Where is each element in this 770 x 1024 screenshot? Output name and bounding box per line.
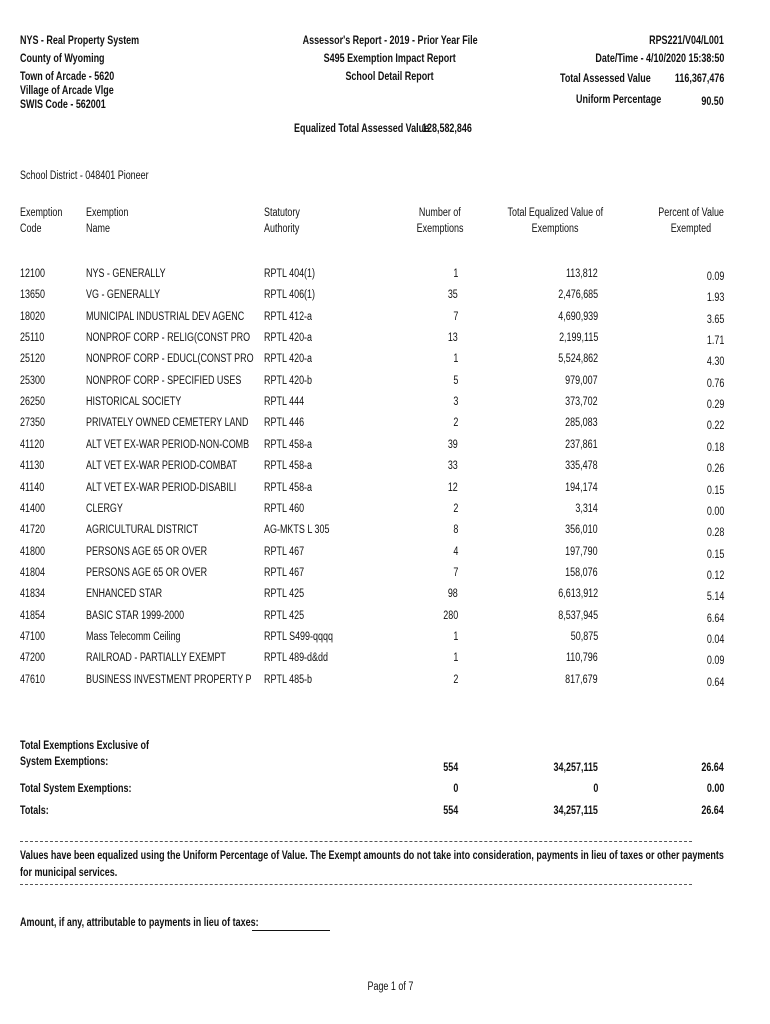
exemption-count: 7: [453, 566, 458, 579]
exemption-code: 47610: [20, 673, 45, 686]
uniform-pct-value: 90.50: [701, 96, 724, 108]
exemption-count: 2: [453, 417, 458, 430]
exemption-code: 18020: [20, 310, 45, 323]
col-header-value: Total Equalized Value of Exemptions: [507, 207, 603, 235]
equalized-value: 113,812: [566, 268, 598, 280]
table-row: [0, 332, 770, 353]
totals-label: Totals:: [20, 805, 49, 817]
percent-exempted: 0.64: [706, 676, 724, 689]
equalized-value: 50,875: [570, 630, 598, 643]
table-row: [0, 417, 770, 438]
table-row: [0, 375, 770, 396]
report-type: School Detail Report: [345, 71, 435, 83]
percent-exempted: 0.09: [706, 655, 724, 668]
exemption-count: 5: [453, 374, 458, 387]
percent-exempted: 0.26: [706, 463, 724, 476]
table-row: [0, 588, 770, 609]
table-row: [0, 460, 770, 481]
percent-exempted: 0.15: [706, 548, 724, 561]
note-bottom-rule: [20, 884, 692, 885]
percent-exempted: 5.14: [706, 591, 724, 604]
col-header-number: Number of Exemptions: [416, 207, 464, 235]
table-row: [0, 652, 770, 673]
equalized-value: 6,613,912: [558, 588, 598, 601]
table-row: [0, 674, 770, 695]
exemption-code: 41854: [20, 609, 45, 622]
report-title: Assessor's Report - 2019 - Prior Year File: [302, 35, 478, 47]
exemption-count: 2: [453, 673, 458, 686]
exemption-code: 25120: [20, 353, 45, 366]
total-assessed-value: 116,367,476: [674, 73, 724, 85]
exemption-name: NONPROF CORP - EDUCL(CONST PRO: [86, 353, 254, 366]
pilot-label: Amount, if any, attributable to payments in lieu of taxes:: [20, 917, 259, 929]
exemption-code: 27350: [20, 417, 45, 430]
exemption-code: 25110: [20, 332, 45, 345]
equalized-value: 110,796: [566, 652, 598, 665]
exemption-name: Mass Telecomm Ceiling: [86, 630, 181, 643]
table-row: [0, 353, 770, 374]
table-row: [0, 311, 770, 332]
equalized-value: 373,702: [565, 396, 598, 409]
equalized-value: 8,537,945: [558, 609, 598, 622]
report-datetime: Date/Time - 4/10/2020 15:38:50: [595, 53, 724, 65]
exemption-name: HISTORICAL SOCIETY: [86, 396, 182, 409]
exemption-code: 25300: [20, 374, 45, 387]
exemption-code: 26250: [20, 396, 45, 409]
header-center: [250, 32, 530, 86]
exemption-name: ENHANCED STAR: [86, 588, 163, 601]
village-name: Village of Arcade Vlge: [20, 85, 114, 97]
note-top-rule: [20, 841, 692, 842]
total-exclusive-percent: 26.64: [701, 762, 724, 774]
total-system-value: 0: [593, 783, 598, 795]
equalized-value: 237,861: [565, 438, 598, 451]
exemption-count: 1: [453, 652, 458, 665]
exemption-count: 12: [448, 481, 458, 494]
exemption-name: PERSONS AGE 65 OR OVER: [86, 545, 208, 558]
table-row: [0, 268, 770, 289]
statutory-authority: RPTL 485-b: [264, 673, 313, 686]
exemption-count: 1: [453, 353, 458, 366]
equalized-value: 5,524,862: [558, 353, 598, 366]
table-row: [0, 396, 770, 417]
percent-exempted: 0.76: [706, 377, 724, 390]
col-header-percent: Percent of Value Exempted: [658, 207, 724, 235]
county-name: County of Wyoming: [20, 53, 105, 65]
exemption-code: 41400: [20, 502, 45, 515]
exemption-name: CLERGY: [86, 502, 123, 515]
percent-exempted: 1.93: [706, 292, 724, 305]
statutory-authority: RPTL 404(1): [264, 268, 316, 280]
equalized-value: 197,790: [565, 545, 598, 558]
exemption-code: 47200: [20, 652, 45, 665]
equalization-note: Values have been equalized using the Uniform Percentage of Value. The Exempt amounts do not take into consideration, payments in lieu of taxes or other payments for municipal services.: [20, 850, 724, 879]
table-row: [0, 546, 770, 567]
exemption-name: ALT VET EX-WAR PERIOD-COMBAT: [86, 460, 238, 473]
percent-exempted: 6.64: [706, 612, 724, 625]
exemption-name: NONPROF CORP - SPECIFIED USES: [86, 374, 242, 387]
exemption-code: 41720: [20, 524, 45, 537]
table-row: [0, 482, 770, 503]
exemption-code: 41834: [20, 588, 45, 601]
exemption-name: BASIC STAR 1999-2000: [86, 609, 185, 622]
percent-exempted: 0.29: [706, 399, 724, 412]
total-system-percent: 0.00: [706, 783, 724, 795]
exemption-count: 2: [453, 502, 458, 515]
statutory-authority: RPTL 458-a: [264, 481, 313, 494]
statutory-authority: RPTL 420-b: [264, 374, 313, 387]
exemption-count: 13: [448, 332, 458, 345]
table-row: [0, 503, 770, 524]
percent-exempted: 0.12: [706, 569, 724, 582]
statutory-authority: RPTL 420-a: [264, 353, 313, 366]
equalized-value: 335,478: [565, 460, 598, 473]
system-name: NYS - Real Property System: [20, 35, 140, 47]
total-system-number: 0: [453, 783, 458, 795]
exemption-name: BUSINESS INVESTMENT PROPERTY P: [86, 673, 252, 686]
exemption-count: 33: [448, 460, 458, 473]
equalized-value: 128,582,846: [422, 123, 472, 135]
exemption-count: 7: [453, 310, 458, 323]
statutory-authority: RPTL 425: [264, 588, 305, 601]
exemption-count: 1: [453, 630, 458, 643]
col-header-code: Exemption Code: [20, 207, 63, 235]
exemption-count: 39: [448, 438, 458, 451]
exemption-name: NONPROF CORP - RELIG(CONST PRO: [86, 332, 251, 345]
table-row: [0, 289, 770, 310]
total-system-label: Total System Exemptions:: [20, 783, 132, 795]
percent-exempted: 0.28: [706, 527, 724, 540]
equalized-value: 2,476,685: [558, 289, 598, 302]
exemption-name: PRIVATELY OWNED CEMETERY LAND: [86, 417, 249, 430]
equalized-label: Equalized Total Assessed Value: [294, 123, 430, 135]
col-header-name: Exemption Name: [86, 207, 129, 235]
equalized-value: 3,314: [575, 502, 598, 515]
table-row: [0, 439, 770, 460]
percent-exempted: 3.65: [706, 313, 724, 326]
table-row: [0, 567, 770, 588]
statutory-authority: RPTL 425: [264, 609, 305, 622]
report-subtitle: S495 Exemption Impact Report: [323, 53, 457, 65]
percent-exempted: 0.09: [706, 271, 724, 283]
statutory-authority: RPTL S499-qqqq: [264, 630, 333, 643]
exemption-code: 12100: [20, 268, 45, 280]
exemption-name: NYS - GENERALLY: [86, 268, 166, 280]
total-exclusive-label: Total Exemptions Exclusive of System Exemptions:: [20, 740, 149, 768]
report-id: RPS221/V04/L001: [649, 35, 724, 47]
percent-exempted: 0.18: [706, 441, 724, 454]
exemption-code: 41120: [20, 438, 45, 451]
equalized-value: 817,679: [565, 673, 598, 686]
exemption-name: AGRICULTURAL DISTRICT: [86, 524, 199, 537]
statutory-authority: AG-MKTS L 305: [264, 524, 330, 537]
header-left: [20, 32, 173, 114]
exemption-code: 47100: [20, 630, 45, 643]
statutory-authority: RPTL 460: [264, 502, 305, 515]
statutory-authority: RPTL 458-a: [264, 438, 313, 451]
pilot-amount-blank: [252, 930, 330, 931]
statutory-authority: RPTL 406(1): [264, 289, 316, 302]
totals-value: 34,257,115: [553, 805, 598, 817]
totals-number: 554: [443, 805, 458, 817]
statutory-authority: RPTL 420-a: [264, 332, 313, 345]
statutory-authority: RPTL 458-a: [264, 460, 313, 473]
exemption-count: 4: [453, 545, 458, 558]
equalized-value: 194,174: [565, 481, 598, 494]
exemption-code: 41804: [20, 566, 45, 579]
statutory-authority: RPTL 489-d&dd: [264, 652, 328, 665]
statutory-authority: RPTL 467: [264, 566, 305, 579]
swis-code: SWIS Code - 562001: [20, 99, 106, 111]
percent-exempted: 0.22: [706, 420, 724, 433]
town-name: Town of Arcade - 5620: [20, 71, 115, 83]
exemption-name: VG - GENERALLY: [86, 289, 161, 302]
totals-percent: 26.64: [701, 805, 724, 817]
exemption-count: 1: [453, 268, 458, 280]
exemption-code: 13650: [20, 289, 45, 302]
col-header-authority: Statutory Authority: [264, 207, 300, 235]
equalized-value: 979,007: [565, 374, 598, 387]
percent-exempted: 0.15: [706, 484, 724, 497]
table-row: [0, 631, 770, 652]
uniform-pct-label: Uniform Percentage: [576, 94, 662, 106]
percent-exempted: 4.30: [706, 356, 724, 369]
exemption-name: ALT VET EX-WAR PERIOD-DISABILI: [86, 481, 237, 494]
table-row: [0, 524, 770, 545]
exemption-name: MUNICIPAL INDUSTRIAL DEV AGENC: [86, 310, 245, 323]
exemption-count: 8: [453, 524, 458, 537]
equalized-value: 4,690,939: [558, 310, 598, 323]
exemption-name: ALT VET EX-WAR PERIOD-NON-COMB: [86, 438, 250, 451]
total-exclusive-number: 554: [443, 762, 458, 774]
page-number: Page 1 of 7: [367, 981, 413, 993]
equalized-value: 158,076: [565, 566, 598, 579]
exemption-count: 280: [443, 609, 458, 622]
exemption-name: PERSONS AGE 65 OR OVER: [86, 566, 208, 579]
total-assessed-label: Total Assessed Value: [560, 73, 651, 85]
percent-exempted: 1.71: [706, 335, 724, 348]
statutory-authority: RPTL 444: [264, 396, 305, 409]
statutory-authority: RPTL 446: [264, 417, 305, 430]
exemption-name: RAILROAD - PARTIALLY EXEMPT: [86, 652, 226, 665]
exemption-count: 35: [448, 289, 458, 302]
exemption-code: 41130: [20, 460, 45, 473]
equalized-value: 2,199,115: [558, 332, 598, 345]
school-district: School District - 048401 Pioneer: [20, 170, 149, 182]
statutory-authority: RPTL 467: [264, 545, 305, 558]
equalized-value: 356,010: [565, 524, 598, 537]
equalized-value: 285,083: [565, 417, 598, 430]
exemption-count: 98: [448, 588, 458, 601]
exemption-count: 3: [453, 396, 458, 409]
total-exclusive-value: 34,257,115: [553, 762, 598, 774]
percent-exempted: 0.04: [706, 633, 724, 646]
table-row: [0, 610, 770, 631]
percent-exempted: 0.00: [706, 505, 724, 518]
exemption-code: 41800: [20, 545, 45, 558]
exemption-code: 41140: [20, 481, 45, 494]
statutory-authority: RPTL 412-a: [264, 310, 313, 323]
